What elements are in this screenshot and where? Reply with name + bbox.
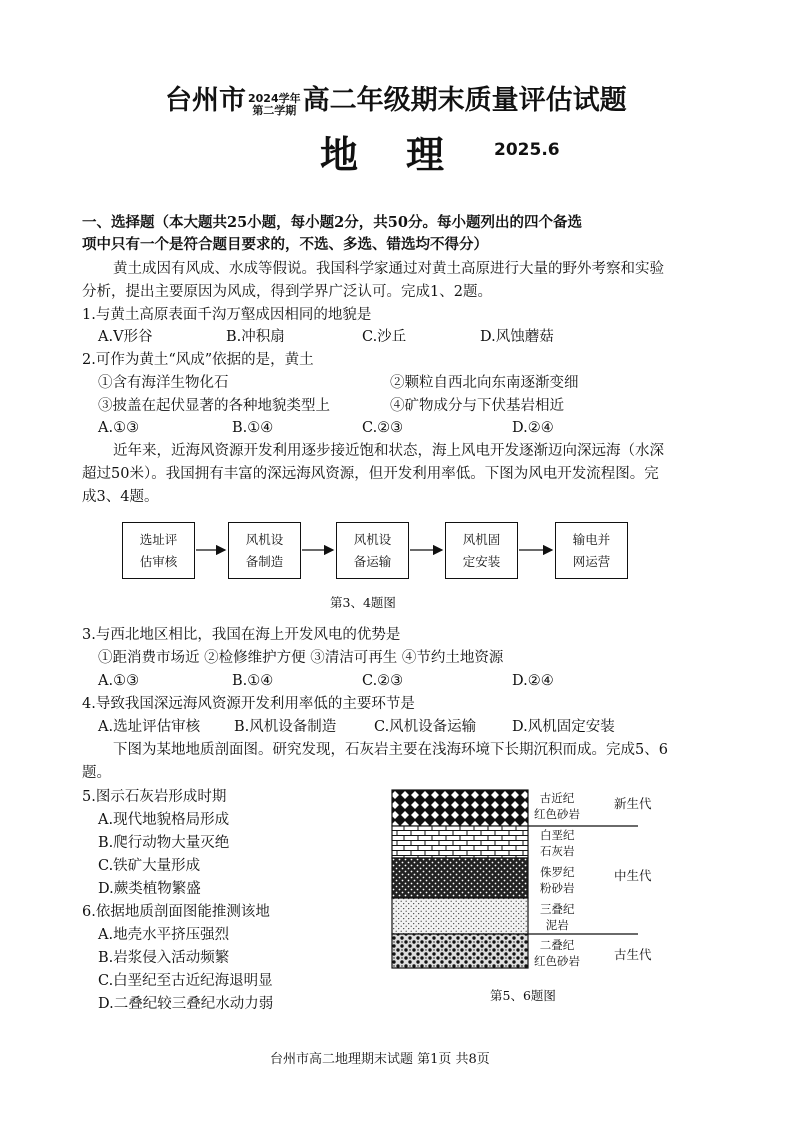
strata-label-jurassic <box>540 864 575 896</box>
q4-option-d: D.风机固定安装 <box>512 719 615 735</box>
strata-label-permian-l1: 二叠纪 <box>539 938 575 952</box>
title-year-top: 2024学年 <box>248 91 301 105</box>
q4-stem: 4.导致我国深远海风资源开发利用率低的主要环节是 <box>82 696 415 712</box>
q6-option-a: A.地壳水平挤压强烈 <box>98 927 230 943</box>
flow-step-4-l1: 风机固 <box>462 531 501 547</box>
q5-option-a: A.现代地貌格局形成 <box>98 812 230 828</box>
q5-option-c: C.铁矿大量形成 <box>98 858 201 874</box>
layer-permian <box>392 934 528 968</box>
q2-item-2: ②颗粒自西北向东南逐渐变细 <box>390 375 579 391</box>
strata-label-jurassic-l2: 粉砂岩 <box>540 881 575 895</box>
q2-option-b: B.①④ <box>232 420 274 436</box>
passage2-line1: 近年来，近海风资源开发利用逐步接近饱和状态，海上风电开发逐渐迈向深远海（水深 <box>113 443 664 459</box>
q6-option-c: C.白垩纪至古近纪海退明显 <box>98 973 273 989</box>
passage2-line2: 超过50米）。我国拥有丰富的深远海风资源，但开发利用率低。下图为风电开发流程图。完 <box>82 466 659 482</box>
strata-label-paleogene <box>534 790 580 822</box>
strata-label-cretaceous-l2: 石灰岩 <box>540 844 575 858</box>
strata-label-triassic <box>540 901 575 933</box>
q1-option-a: A.V形谷 <box>98 329 153 345</box>
flow-step-1-l2: 估审核 <box>139 553 178 569</box>
passage1-line2: 分析，提出主要原因为风成，得到学界广泛认可。完成1、2题。 <box>82 284 492 300</box>
q5-option-d: D.蕨类植物繁盛 <box>98 881 201 897</box>
flow-step-4-l2: 定安装 <box>462 553 501 569</box>
q3-option-a: A.①③ <box>98 673 140 689</box>
q4-option-a: A.选址评估审核 <box>98 719 201 735</box>
q6-option-d: D.二叠纪较三叠纪水动力弱 <box>98 996 274 1012</box>
strata-label-cretaceous <box>540 827 575 859</box>
strata-label-cretaceous-l1: 白垩纪 <box>540 828 575 842</box>
q3-option-b: B.①④ <box>232 673 274 689</box>
q1-option-d: D.风蚀蘑菇 <box>480 329 554 345</box>
q4-option-c: C.风机设备运输 <box>374 719 477 735</box>
flow-step-3-l1: 风机设 <box>353 531 392 547</box>
strata-label-triassic-l2: 泥岩 <box>545 918 569 932</box>
layer-paleogene <box>392 790 528 826</box>
q1-stem: 1.与黄土高原表面千沟万壑成因相同的地貌是 <box>82 307 372 323</box>
q6-stem: 6.依据地质剖面图能推测该地 <box>82 904 270 920</box>
q6-option-b: B.岩浆侵入活动频繁 <box>98 950 230 966</box>
layer-jurassic <box>392 858 528 898</box>
passage3-line2: 题。 <box>82 765 111 781</box>
flow-step-2-l2: 备制造 <box>245 553 284 569</box>
q2-item-1: ①含有海洋生物化石 <box>98 375 229 391</box>
q5-stem: 5.图示石灰岩形成时期 <box>82 789 227 805</box>
page-footer: 台州市高二地理期末试题 第1页 共8页 <box>270 1052 490 1067</box>
passage3-line1: 下图为某地地质剖面图。研究发现，石灰岩主要在浅海环境下长期沉积而成。完成5、6 <box>113 742 668 758</box>
passage1-line1: 黄土成因有风成、水成等假说。我国科学家通过对黄土高原进行大量的野外考察和实验 <box>113 261 664 277</box>
strata-label-permian-l2: 红色砂岩 <box>534 954 580 968</box>
flow-step-2-l1: 风机设 <box>245 531 284 547</box>
strata-label-jurassic-l1: 侏罗纪 <box>540 865 575 879</box>
q2-option-d: D.②④ <box>512 420 554 436</box>
q1-option-b: B.冲积扇 <box>226 329 285 345</box>
q4-option-b: B.风机设备制造 <box>234 719 337 735</box>
flow-step-1-l1: 选址评 <box>139 531 178 547</box>
section-heading-line1: 一、选择题（本大题共25小题，每小题2分，共50分。每小题列出的四个备选 <box>82 214 582 231</box>
q2-option-a: A.①③ <box>98 420 140 436</box>
strata-caption: 第5、6题图 <box>490 988 556 1003</box>
subject-title: 地理 <box>320 133 493 177</box>
q3-items: ①距消费市场近 ②检修维护方便 ③清洁可再生 ④节约土地资源 <box>98 650 504 666</box>
flow-step-3-l2: 备运输 <box>353 553 392 569</box>
q2-option-c: C.②③ <box>362 420 404 436</box>
flowchart-caption: 第3、4题图 <box>330 595 396 610</box>
flow-step-5-l1: 输电并 <box>572 531 611 547</box>
strata-label-permian <box>534 937 580 969</box>
section-heading-line2: 项中只有一个是符合题目要求的，不选、多选、错选均不得分） <box>82 236 488 253</box>
flow-step-5-l2: 网运营 <box>572 553 611 569</box>
layer-triassic <box>392 898 528 934</box>
q5-option-b: B.爬行动物大量灭绝 <box>98 835 230 851</box>
q2-item-4: ④矿物成分与下伏基岩相近 <box>390 398 564 414</box>
title-main: 高二年级期末质量评估试题 <box>302 85 627 116</box>
exam-date: 2025.6 <box>494 140 560 160</box>
layer-cretaceous <box>392 826 528 858</box>
era-cenozoic: 新生代 <box>614 796 652 811</box>
strata-label-paleogene-l2: 红色砂岩 <box>534 807 580 821</box>
title-city: 台州市 <box>165 85 246 116</box>
q3-stem: 3.与西北地区相比，我国在海上开发风电的优势是 <box>82 627 401 643</box>
title-year-bottom: 第二学期 <box>252 103 297 117</box>
q1-option-c: C.沙丘 <box>362 329 407 345</box>
passage2-line3: 成3、4题。 <box>82 489 159 505</box>
era-paleozoic: 古生代 <box>614 947 652 962</box>
era-mesozoic: 中生代 <box>614 868 652 883</box>
strata-label-triassic-l1: 三叠纪 <box>540 902 575 916</box>
q3-option-d: D.②④ <box>512 673 554 689</box>
q2-item-3: ③披盖在起伏显著的各种地貌类型上 <box>98 398 330 414</box>
q2-stem: 2.可作为黄土“风成”依据的是，黄土 <box>82 352 314 368</box>
q3-option-c: C.②③ <box>362 673 404 689</box>
strata-label-paleogene-l1: 古近纪 <box>539 791 575 805</box>
